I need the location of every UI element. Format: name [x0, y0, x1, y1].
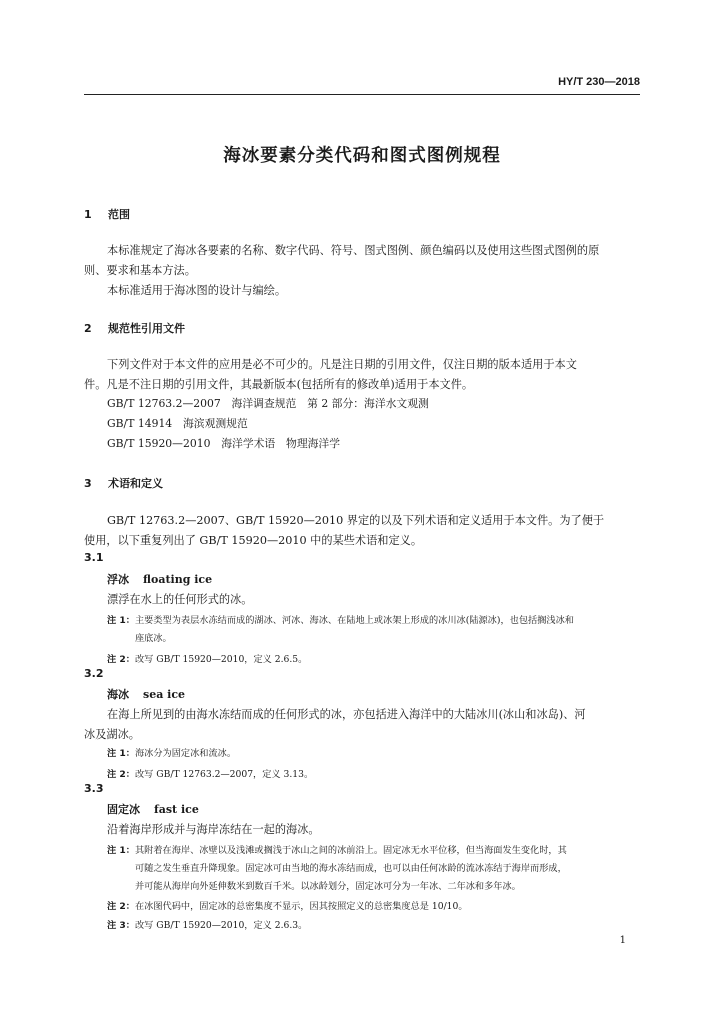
- note-label: 注 1：: [107, 615, 135, 626]
- term-3-3-note-3: [107, 917, 307, 931]
- reference-item: GB/T 12763.2—2007 海洋调查规范 第 2 部分：海洋水文观测: [107, 397, 429, 410]
- term-zh: 浮冰: [107, 573, 129, 586]
- s1-paragraph-2: 本标准适用于海冰图的设计与编绘。: [107, 284, 287, 297]
- term-3-1-note-1: [107, 612, 574, 626]
- s3-paragraph-1b: 使用，以下重复列出了 GB/T 15920—2010 中的某些术语和定义。: [84, 534, 423, 547]
- term-3-3: [107, 801, 199, 817]
- section-3-title: 术语和定义: [108, 477, 163, 490]
- note-text: 海冰分为固定冰和流冰。: [134, 748, 237, 759]
- note-label: 注 2：: [107, 901, 135, 912]
- note-text: 改写 GB/T 15920—2010，定义 2.6.3。: [134, 920, 308, 931]
- section-1-number: 1: [84, 208, 92, 221]
- term-3-3-note-1-cont: 并可能从海岸向外延伸数米到数百千米。以冰龄划分，固定冰可分为一年冰、二年冰和多年冰。: [135, 881, 521, 892]
- term-3-2-note-1: [107, 745, 236, 759]
- note-label: 注 2：: [107, 769, 135, 780]
- section-1-title: 范围: [108, 208, 130, 221]
- term-3-2-definition-b: 冰及湖冰。: [84, 728, 140, 741]
- reference-item: GB/T 14914 海滨观测规范: [107, 417, 248, 430]
- note-label: 注 1：: [107, 748, 135, 759]
- term-3-2-definition-a: 在海上所见到的由海水冻结而成的任何形式的冰，亦包括进入海洋中的大陆冰川(冰山和冰岛)、河: [107, 708, 586, 721]
- term-3-3-note-1-cont: 可随之发生垂直升降现象。固定冰可由当地的海水冻结而成，也可以由任何冰龄的流冰冻结于海岸而形成，: [135, 863, 567, 874]
- note-label: 注 1：: [107, 845, 135, 856]
- term-en: fast ice: [154, 803, 199, 816]
- term-en: floating ice: [143, 573, 213, 586]
- note-text: 主要类型为表层水冻结而成的湖冰、河冰、海冰、在陆地上或冰架上形成的冰川冰(陆源冰)，也包括搁浅冰和: [134, 615, 574, 626]
- term-3-1-id: 3.1: [84, 551, 104, 564]
- term-3-2: [107, 686, 185, 702]
- reference-item: GB/T 15920—2010 海洋学术语 物理海洋学: [107, 437, 341, 450]
- term-zh: 海冰: [107, 688, 129, 701]
- note-text: 其附着在海岸、冰壁以及浅滩或搁浅于冰山之间的冰前沿上。固定冰无水平位移，但当海面发生变化时，其: [134, 845, 567, 856]
- term-3-3-id: 3.3: [84, 782, 104, 795]
- s1-paragraph-1a: 本标准规定了海冰各要素的名称、数字代码、符号、图式图例、颜色编码以及使用这些图式图例的原: [107, 244, 600, 257]
- term-en: sea ice: [143, 688, 186, 701]
- document-title: 海冰要素分类代码和图式图例规程: [223, 146, 501, 166]
- term-3-3-definition: 沿着海岸形成并与海岸冻结在一起的海冰。: [107, 823, 320, 836]
- page-number: 1: [619, 935, 626, 946]
- section-2-heading: [84, 320, 185, 336]
- section-2-number: 2: [84, 322, 92, 335]
- section-2-title: 规范性引用文件: [108, 322, 185, 335]
- header-rule: [84, 94, 640, 95]
- s2-paragraph-1a: 下列文件对于本文件的应用是必不可少的。凡是注日期的引用文件，仅注日期的版本适用于本文: [107, 358, 577, 371]
- term-3-2-id: 3.2: [84, 667, 104, 680]
- term-3-3-note-2: [107, 898, 468, 912]
- note-text: 在冰图代码中，固定冰的总密集度不显示，因其按照定义的总密集度总是 10/10。: [134, 901, 468, 912]
- term-3-1-definition: 漂浮在水上的任何形式的冰。: [107, 593, 253, 606]
- term-3-1-note-1-cont: 座底冰。: [135, 633, 172, 644]
- term-3-2-note-2: [107, 766, 313, 780]
- term-3-1-note-2: [107, 651, 307, 665]
- term-3-1: [107, 571, 212, 587]
- s3-paragraph-1a: GB/T 12763.2—2007、GB/T 15920—2010 界定的以及下列术语和定义适用于本文件。为了便于: [107, 514, 605, 527]
- standard-number: HY/T 230—2018: [558, 76, 640, 88]
- s1-paragraph-1b: 则、要求和基本方法。: [84, 264, 196, 277]
- term-3-3-note-1: [107, 842, 567, 856]
- term-zh: 固定冰: [107, 803, 140, 816]
- note-label: 注 2：: [107, 654, 135, 665]
- note-text: 改写 GB/T 12763.2—2007，定义 3.13。: [134, 769, 314, 780]
- section-3-number: 3: [84, 477, 92, 490]
- note-label: 注 3：: [107, 920, 135, 931]
- section-3-heading: [84, 475, 163, 491]
- section-1-heading: [84, 206, 130, 222]
- note-text: 改写 GB/T 15920—2010，定义 2.6.5。: [134, 654, 308, 665]
- s2-paragraph-1b: 件。凡是不注日期的引用文件，其最新版本(包括所有的修改单)适用于本文件。: [84, 378, 474, 391]
